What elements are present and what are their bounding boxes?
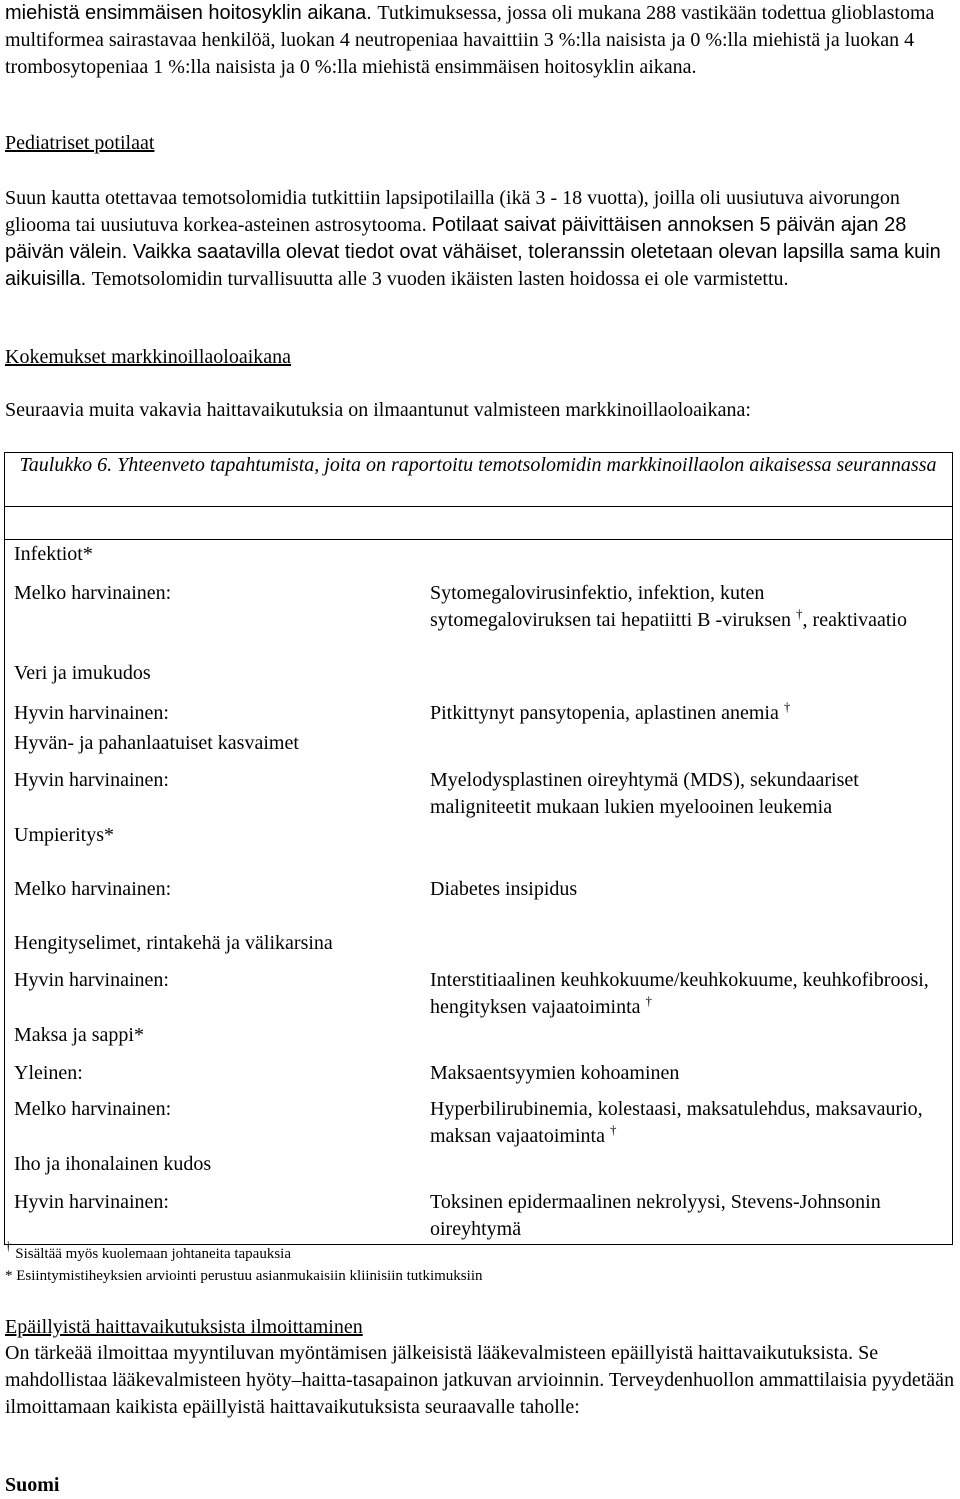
table-divider xyxy=(4,539,952,540)
table-events: Sytomegalovirusinfektio, infektion, kuten sytomegaloviruksen tai hepatiitti B -viruksen †, reaktivaatio xyxy=(430,582,907,631)
table-events: Myelodysplastinen oireyhtymä (MDS), sekundaariset maligniteetit mukaan lukien myelooinen leukemia xyxy=(430,769,859,818)
pediatric-text-4: Temotsolomidin turvallisuutta alle 3 vuoden ikäisten lasten hoidossa ei ole varmistettu. xyxy=(91,268,789,290)
table-caption-text: Yhteenveto tapahtumista, joita on raportoitu temotsolomidin markkinoillaolon aikaisessa seurannassa xyxy=(117,454,937,476)
pediatric-heading: Pediatriset potilaat xyxy=(5,132,155,154)
table-category-infections: Infektiot* xyxy=(14,543,93,565)
table-category-blood: Veri ja imukudos xyxy=(14,662,151,684)
table-caption-label: Taulukko 6. xyxy=(19,454,118,476)
pediatric-text-2: Potilaat saivat päivittäisen annoksen 5 päivän ajan 28 päivän välein. xyxy=(5,214,907,263)
table-frequency: Hyvin harvinainen: xyxy=(14,769,169,791)
table-category-respiratory: Hengityselimet, rintakehä ja välikarsina xyxy=(14,932,333,954)
table-category-endocrine: Umpieritys* xyxy=(14,824,114,846)
reporting-paragraph: On tärkeää ilmoittaa myyntiluvan myöntämisen jälkeisistä lääkevalmisteen epäillyistä haittavaikutuksista. Se mahdollistaa lääkevalmisteen hyöty–haitta-tasapainon jatkuvan arvioinnin. Terveydenhuollon ammattilaisia pyydetään ilmoittamaan kaikista epäillyistä haittavaikutuksista seuraavalle taholle: xyxy=(5,1342,955,1418)
table-divider xyxy=(4,506,952,507)
table-frequency: Melko harvinainen: xyxy=(14,878,172,900)
table-caption xyxy=(4,452,952,479)
pediatric-paragraph xyxy=(5,185,955,293)
table-frequency: Hyvin harvinainen: xyxy=(14,702,169,724)
table-frequency: Yleinen: xyxy=(14,1062,83,1084)
table-events: Diabetes insipidus xyxy=(430,878,578,900)
dagger-mark: † xyxy=(5,1238,12,1253)
footnote-star: * Esiintymistiheyksien arviointi perustuu asianmukaisiin kliinisiin tutkimuksiin xyxy=(5,1268,483,1284)
pediatric-text-1: Suun kautta otettavaa temotsolomidia tutkittiin lapsipotilailla (ikä 3 - 18 vuotta), joilla oli uusiutuva aivorungon gliooma tai uusiutuva korkea-asteinen astrosytooma. xyxy=(5,187,900,236)
table-category-skin: Iho ja ihonalainen kudos xyxy=(14,1153,212,1175)
country-heading: Suomi xyxy=(5,1474,60,1496)
dagger-mark: † xyxy=(783,699,791,714)
table-category-neoplasms: Hyvän- ja pahanlaatuiset kasvaimet xyxy=(14,732,299,754)
postmarketing-text: Seuraavia muita vakavia haittavaikutuksia on ilmaantunut valmisteen markkinoillaoloaikana: xyxy=(5,399,751,421)
intro-text-rest: Tutkimuksessa, jossa oli mukana 288 vastikään todettua glioblastoma multiformea sairastavaa henkilöä, luokan 4 neutropeniaa havaittiin 3 %:lla naisista ja 0 %:lla miehistä ja luokan 4 trombosytopeniaa 1 %:lla naisista ja 0 %:lla miehistä ensimmäisen hoitosyklin aikana. xyxy=(5,2,935,78)
table-events: Pitkittynyt pansytopenia, aplastinen anemia † xyxy=(430,699,791,724)
table-frequency: Melko harvinainen: xyxy=(14,1098,172,1120)
table-frequency: Hyvin harvinainen: xyxy=(14,1191,169,1213)
postmarketing-heading: Kokemukset markkinoillaoloaikana xyxy=(5,346,292,368)
table-category-hepatobiliary: Maksa ja sappi* xyxy=(14,1024,144,1046)
dagger-mark: † xyxy=(796,606,803,621)
dagger-mark: † xyxy=(609,1122,617,1137)
table-events: Maksaentsyymien kohoaminen xyxy=(430,1062,680,1084)
dagger-mark: † xyxy=(645,993,652,1008)
table-events: Hyperbilirubinemia, kolestaasi, maksatulehdus, maksavaurio, maksan vajaatoiminta † xyxy=(430,1098,923,1147)
table-frequency: Hyvin harvinainen: xyxy=(14,969,169,991)
table-frequency: Melko harvinainen: xyxy=(14,582,172,604)
footnote-dagger: † Sisältää myös kuolemaan johtaneita tapauksia xyxy=(5,1238,292,1262)
table-events: Toksinen epidermaalinen nekrolyysi, Stevens-Johnsonin oireyhtymä xyxy=(430,1191,881,1240)
table-events: Interstitiaalinen keuhkokuume/keuhkokuume, keuhkofibroosi, hengityksen vajaatoiminta † xyxy=(430,969,929,1018)
reporting-heading: Epäillyistä haittavaikutuksista ilmoittaminen xyxy=(5,1316,363,1338)
intro-text-start: miehistä ensimmäisen hoitosyklin aikana. xyxy=(5,2,378,24)
pediatric-text-3: Vaikka saatavilla olevat tiedot ovat vähäiset, toleranssin oletetaan olevan lapsilla sama kuin aikuisilla. xyxy=(5,241,941,290)
intro-paragraph xyxy=(5,0,955,81)
